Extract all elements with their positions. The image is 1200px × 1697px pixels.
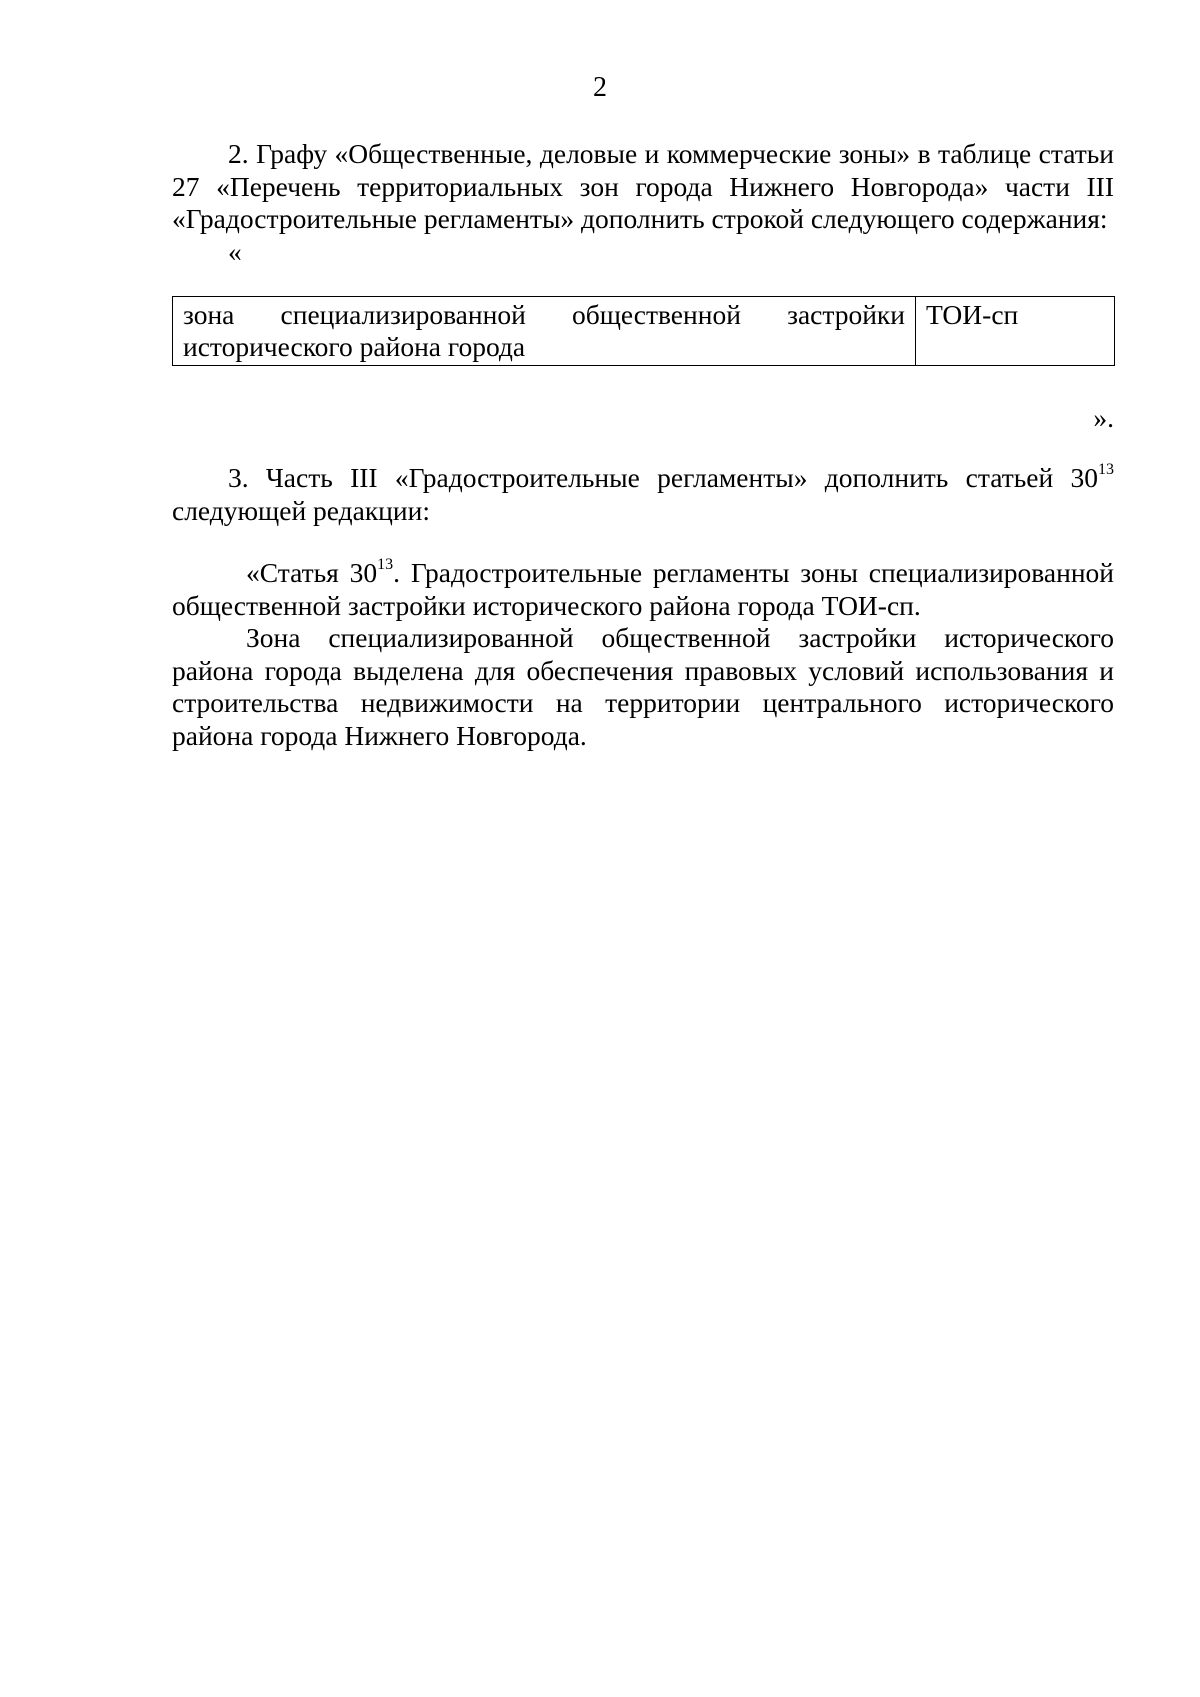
article-zone-paragraph: Зона специализированной общественной застройки исторического района города выделена для обеспечения правовых условий использования и строительства недвижимости на территории центрального исторического района города Нижнего Новгорода.: [172, 622, 1114, 751]
item-2-paragraph: 2. Графу «Общественные, деловые и коммерческие зоны» в таблице статьи 27 «Перечень территориальных зон города Нижнего Новгорода» части III «Градостроительные регламенты» дополнить строкой следующего содержания:: [172, 138, 1114, 234]
article-title-superscript: 13: [377, 555, 394, 573]
zone-table: [172, 296, 1115, 366]
zone-code-cell: ТОИ-сп: [916, 296, 1115, 365]
article-title-prefix: «Статья 30: [246, 557, 378, 588]
item-3-text-start: 3. Часть III «Градостроительные регламенты» дополнить статьей 30: [228, 462, 1098, 493]
document-body: [172, 138, 1114, 752]
item-3-paragraph: [172, 462, 1114, 527]
page-number: 2: [593, 72, 607, 103]
article-title-rest: . Градостроительные регламенты зоны специализированной общественной застройки исторического района города ТОИ-сп.: [172, 557, 1115, 621]
table-row: [173, 296, 1115, 365]
item-3-text-end: следующей редакции:: [172, 494, 430, 526]
opening-quote-mark: «: [228, 235, 242, 267]
zone-name-cell: зона специализированной общественной застройки исторического района города: [173, 296, 916, 365]
article-title-paragraph: [172, 557, 1114, 622]
item-3-superscript: 13: [1098, 460, 1114, 478]
closing-quote-mark: ».: [1093, 401, 1114, 433]
